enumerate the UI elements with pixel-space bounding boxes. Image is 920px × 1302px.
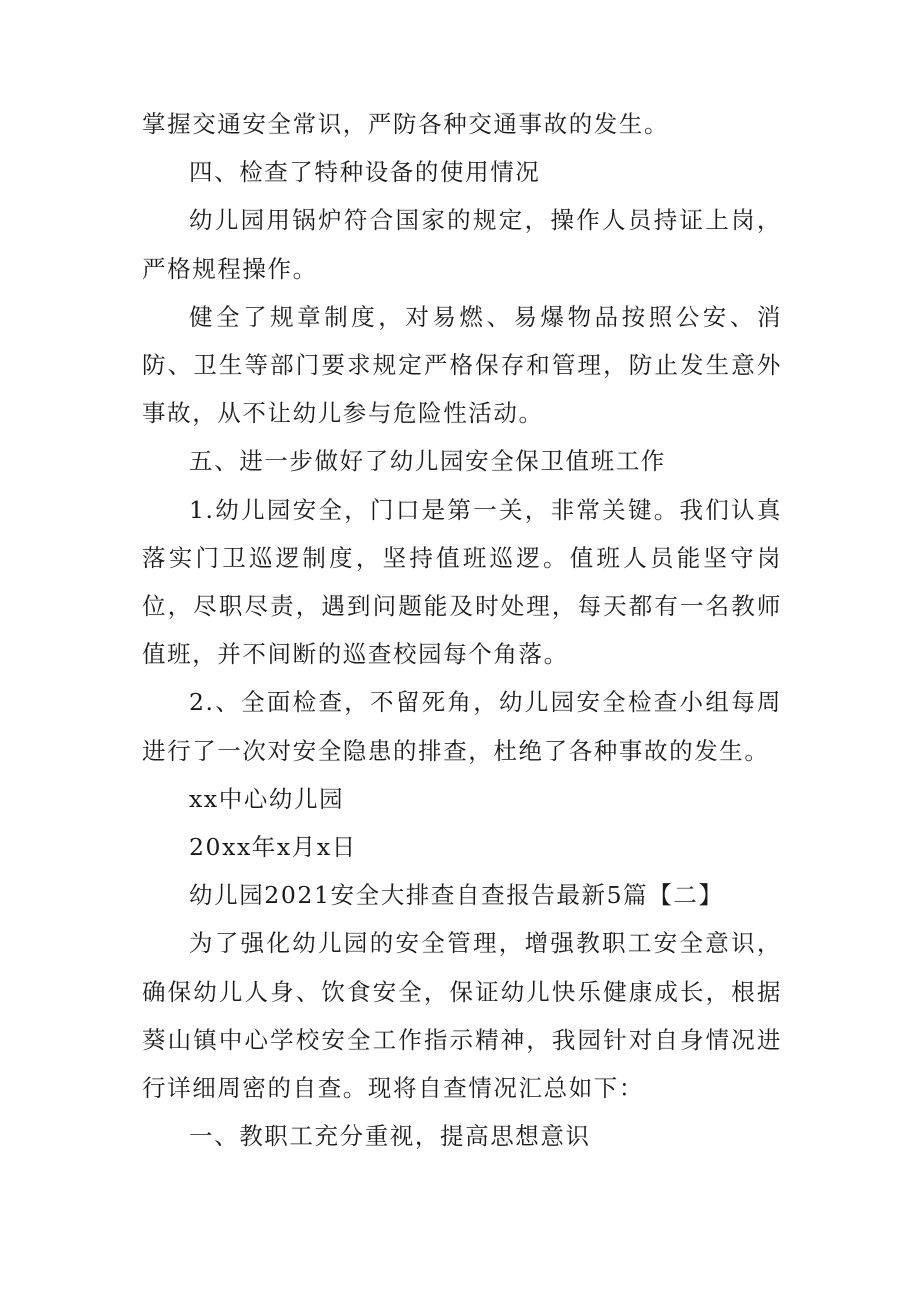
paragraph-item-1: 1.幼儿园安全，门口是第一关，非常关键。我们认真落实门卫巡逻制度，坚持值班巡逻。值班人员能坚守岗位，尽职尽责，遇到问题能及时处理，每天都有一名教师值班，并不间断的巡查校园每个角落。 [142, 495, 782, 669]
signature-org: xx中心幼儿园 [189, 784, 345, 813]
heading-section-4: 四、检查了特种设备的使用情况 [189, 158, 541, 187]
paragraph-boiler: 幼儿园用锅炉符合国家的规定，操作人员持证上岗，严格规程操作。 [142, 206, 782, 283]
paragraph-item-2: 2.、全面检查，不留死角，幼儿园安全检查小组每周进行了一次对安全隐患的排查，杜绝了各种事故的发生。 [142, 688, 782, 765]
signature-date: 20xx年x月x日 [189, 833, 357, 862]
paragraph-rules: 健全了规章制度，对易燃、易爆物品按照公安、消防、卫生等部门要求规定严格保存和管理，防止发生意外事故，从不让幼儿参与危险性活动。 [142, 302, 782, 428]
report-title-2: 幼儿园2021安全大排查自查报告最新5篇【二】 [189, 881, 724, 910]
heading-section-1: 一、教职工充分重视，提高思想意识 [189, 1122, 591, 1151]
document-body [142, 100, 782, 1160]
heading-section-5: 五、进一步做好了幼儿园安全保卫值班工作 [189, 447, 666, 476]
paragraph-intro: 为了强化幼儿园的安全管理，增强教职工安全意识，确保幼儿人身、饮食安全，保证幼儿快乐健康成长，根据葵山镇中心学校安全工作指示精神，我园针对自身情况进行详细周密的自查。现将自查情况汇总如下： [142, 929, 782, 1103]
paragraph-continuation: 掌握交通安全常识，严防各种交通事故的发生。 [142, 110, 670, 138]
